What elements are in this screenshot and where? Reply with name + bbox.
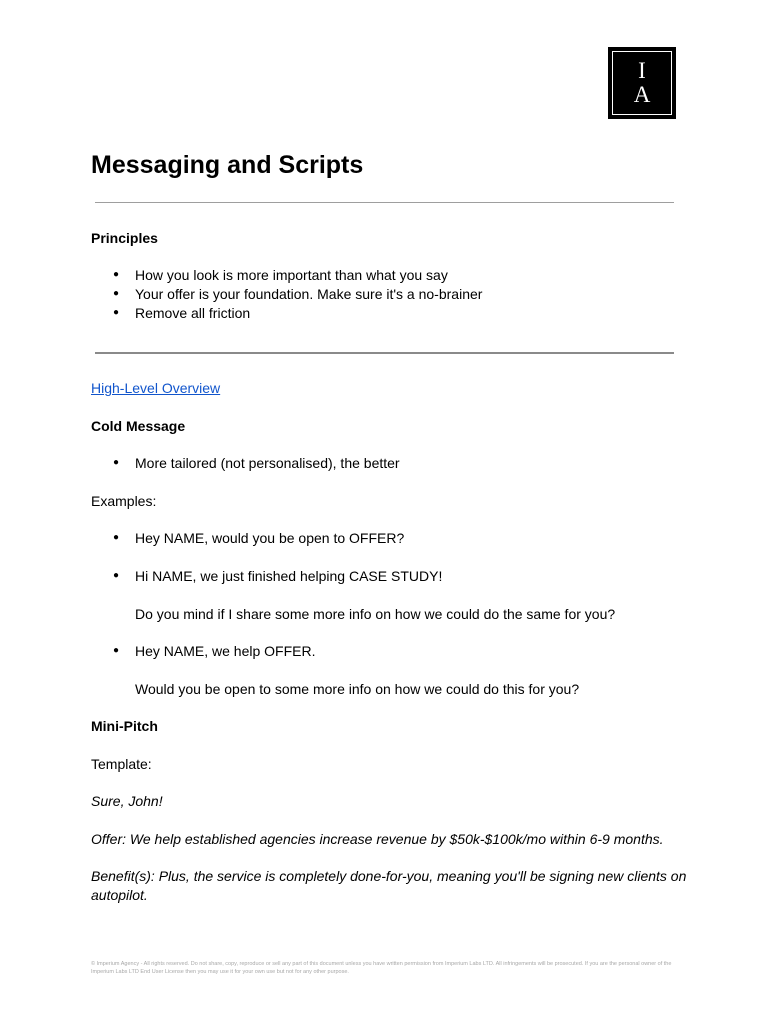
divider-section xyxy=(95,352,674,354)
pitch-greeting: Sure, John! xyxy=(91,793,163,809)
examples-label: Examples: xyxy=(91,493,157,509)
bullet-icon: ● xyxy=(113,269,120,280)
brand-logo xyxy=(608,47,676,119)
bullet-icon: ● xyxy=(113,307,120,318)
example-line: Hi NAME, we just finished helping CASE STUDY! xyxy=(135,568,443,584)
bullet-icon: ● xyxy=(113,457,120,468)
template-label: Template: xyxy=(91,756,152,772)
high-level-overview-link[interactable]: High-Level Overview xyxy=(91,380,221,396)
example-line: Hey NAME, we help OFFER. xyxy=(135,643,316,659)
brand-logo-frame xyxy=(612,51,672,115)
example-follow-up: Would you be open to some more info on how we could do this for you? xyxy=(135,681,580,697)
page-title: Messaging and Scripts xyxy=(91,151,364,179)
bullet-icon: ● xyxy=(113,570,120,581)
mini-pitch-heading: Mini-Pitch xyxy=(91,718,158,734)
bullet-icon: ● xyxy=(113,288,120,299)
copyright-footer: © Imperium Agency - All rights reserved. Do not share, copy, reproduce or sell any part of this document unless you have written permission from Imperium Labs LTD. All infringements will be prosecuted. If you are the personal owner of the Imperium Labs LTD End User License then you may use it for your own use but not for any other purpose. xyxy=(91,961,672,975)
logo-letter-top: I xyxy=(638,58,646,83)
example-line: Hey NAME, would you be open to OFFER? xyxy=(135,530,405,546)
principle-item: Remove all friction xyxy=(135,305,251,321)
pitch-benefit: Benefit(s): Plus, the service is completely done-for-you, meaning you'll be signing new clients on autopilot. xyxy=(91,868,687,903)
divider-top xyxy=(95,202,674,203)
bullet-icon: ● xyxy=(113,645,120,656)
cold-message-heading: Cold Message xyxy=(91,418,186,434)
pitch-offer: Offer: We help established agencies increase revenue by $50k-$100k/mo within 6-9 months. xyxy=(91,831,664,847)
principle-item: How you look is more important than what you say xyxy=(135,267,448,283)
principles-heading: Principles xyxy=(91,230,158,246)
cold-message-bullet: More tailored (not personalised), the better xyxy=(135,455,400,471)
logo-letter-bottom: A xyxy=(633,82,651,107)
bullet-icon: ● xyxy=(113,532,120,543)
principle-item: Your offer is your foundation. Make sure it's a no-brainer xyxy=(135,286,483,302)
example-follow-up: Do you mind if I share some more info on how we could do the same for you? xyxy=(135,606,616,622)
